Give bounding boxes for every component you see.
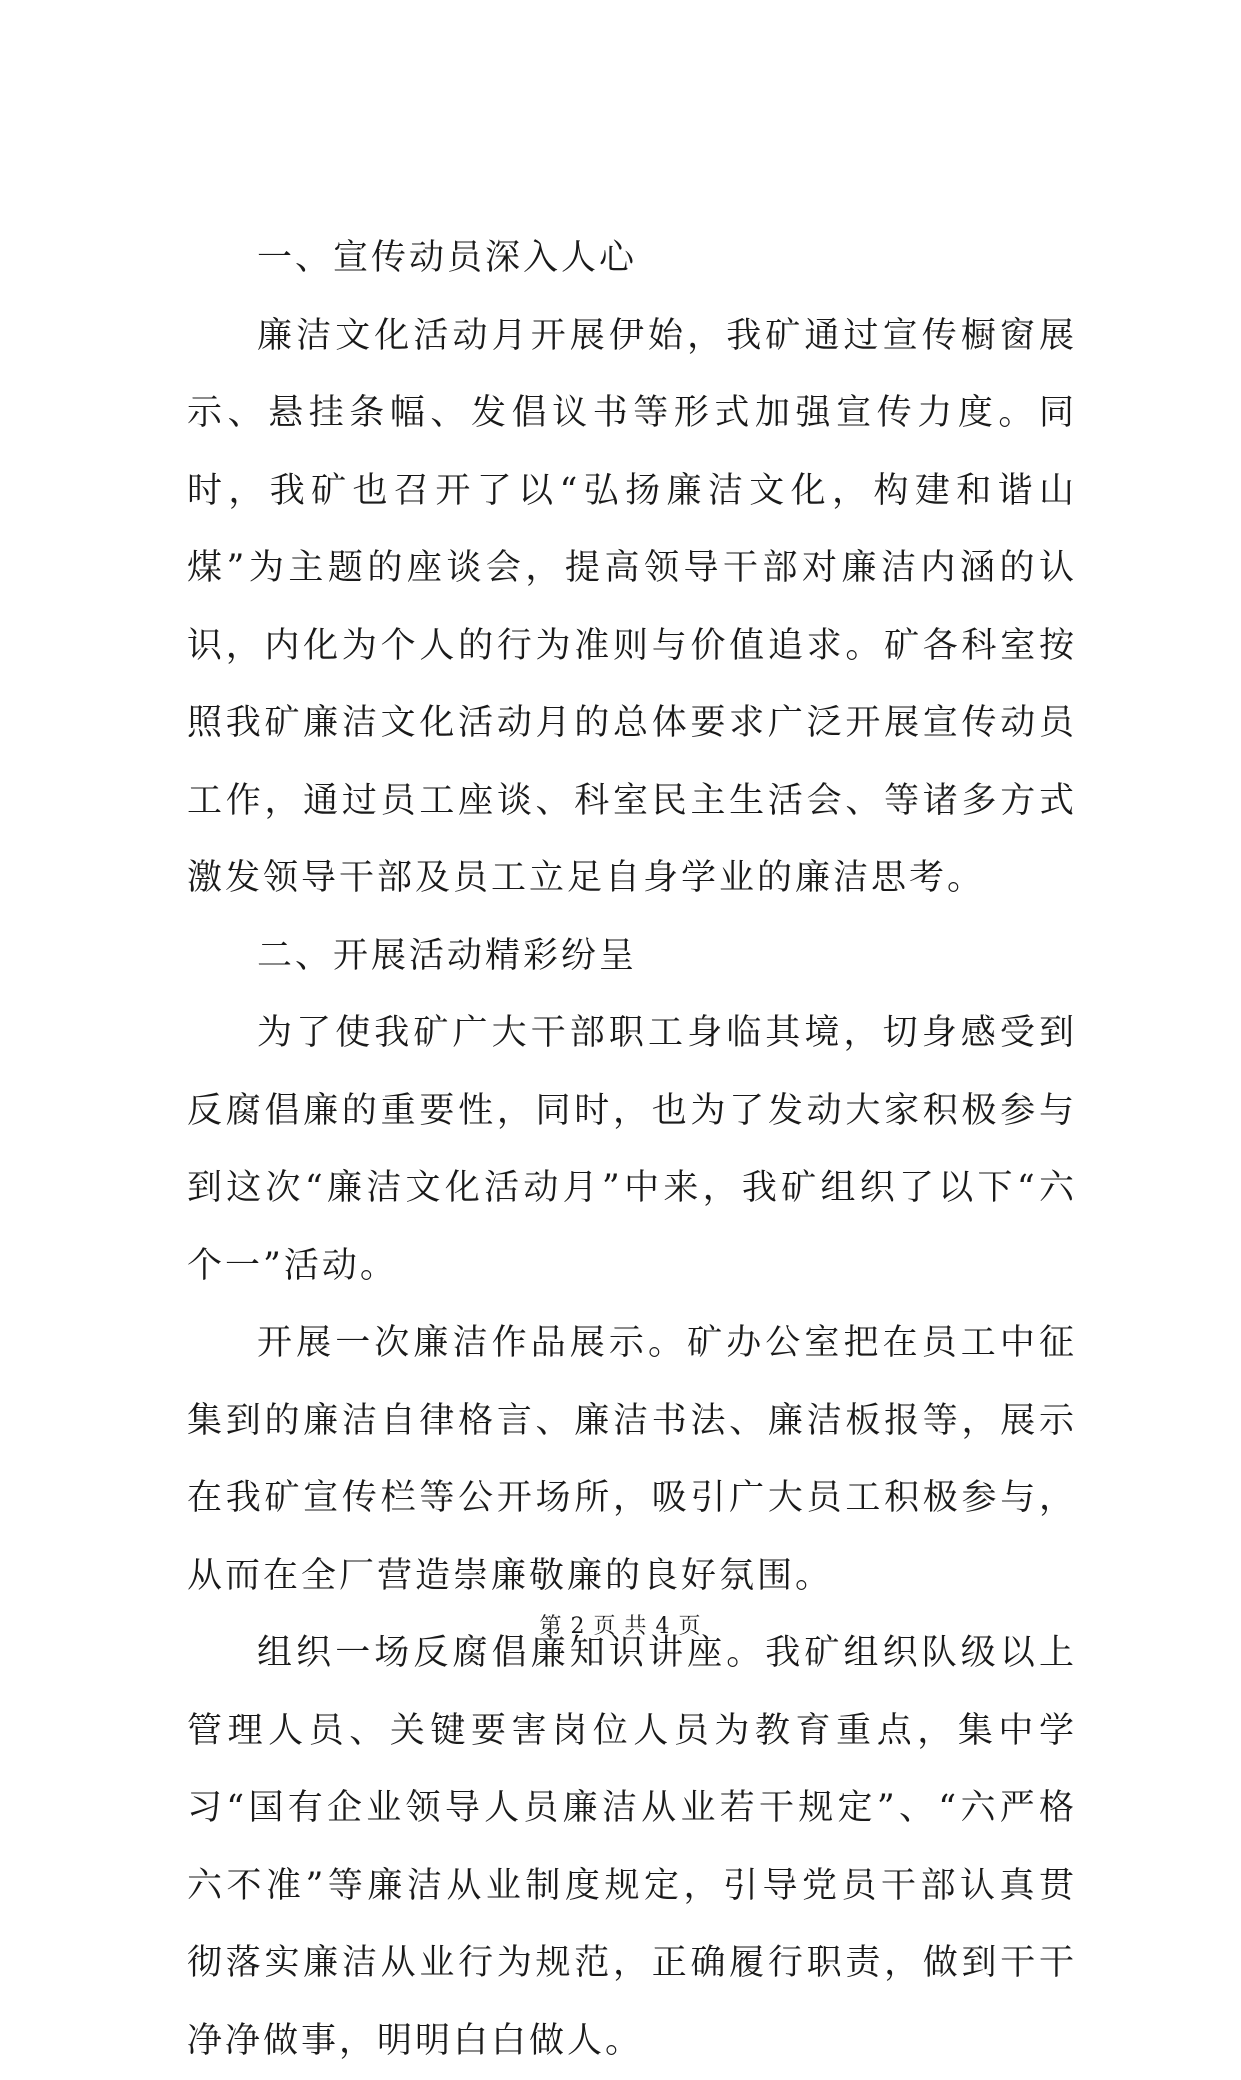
page-number: 第 2 页 共 4 页 (539, 1614, 702, 1639)
section-heading-1: 一、宣传动员深入人心 (257, 238, 638, 278)
paragraph: 廉洁文化活动月开展伊始，我矿通过宣传橱窗展示、悬挂条幅、发倡议书等形式加强宣传力度。同时，我矿也召开了以“弘扬廉洁文化，构建和谐山煤”为主题的座谈会，提高领导干部对廉洁内涵的认识，内化为个人的行为准则与价值追求。矿各科室按照我矿廉洁文化活动月的总体要求广泛开展宣传动员工作，通过员工座谈、科室民主生活会、等诸多方式激发领导干部及员工立足自身学业的廉洁思考。 (187, 315, 1077, 898)
section-heading-2: 二、开展活动精彩纷呈 (257, 935, 638, 976)
paragraph: 为了使我矿广大干部职工身临其境，切身感受到反腐倡廉的重要性，同时，也为了发动大家积极参与到这次“廉洁文化活动月”中来，我矿组织了以下“六个一”活动。 (187, 1013, 1077, 1286)
paragraph: 开展一次廉洁作品展示。矿办公室把在员工中征集到的廉洁自律格言、廉洁书法、廉洁板报等，展示在我矿宣传栏等公开场所，吸引广大员工积极参与，从而在全厂营造崇廉敬廉的良好氛围。 (187, 1323, 1077, 1596)
page-footer (0, 1612, 1241, 1642)
paragraph: 组织一场反腐倡廉知识讲座。我矿组织队级以上管理人员、关键要害岗位人员为教育重点，集中学习“国有企业领导人员廉洁从业若干规定”、“六严格六不准”等廉洁从业制度规定，引导党员干部认真贯彻落实廉洁从业行为规范，正确履行职责，做到干干净净做事，明明白白做人。 (187, 1633, 1077, 2061)
document-body (187, 220, 1077, 2080)
